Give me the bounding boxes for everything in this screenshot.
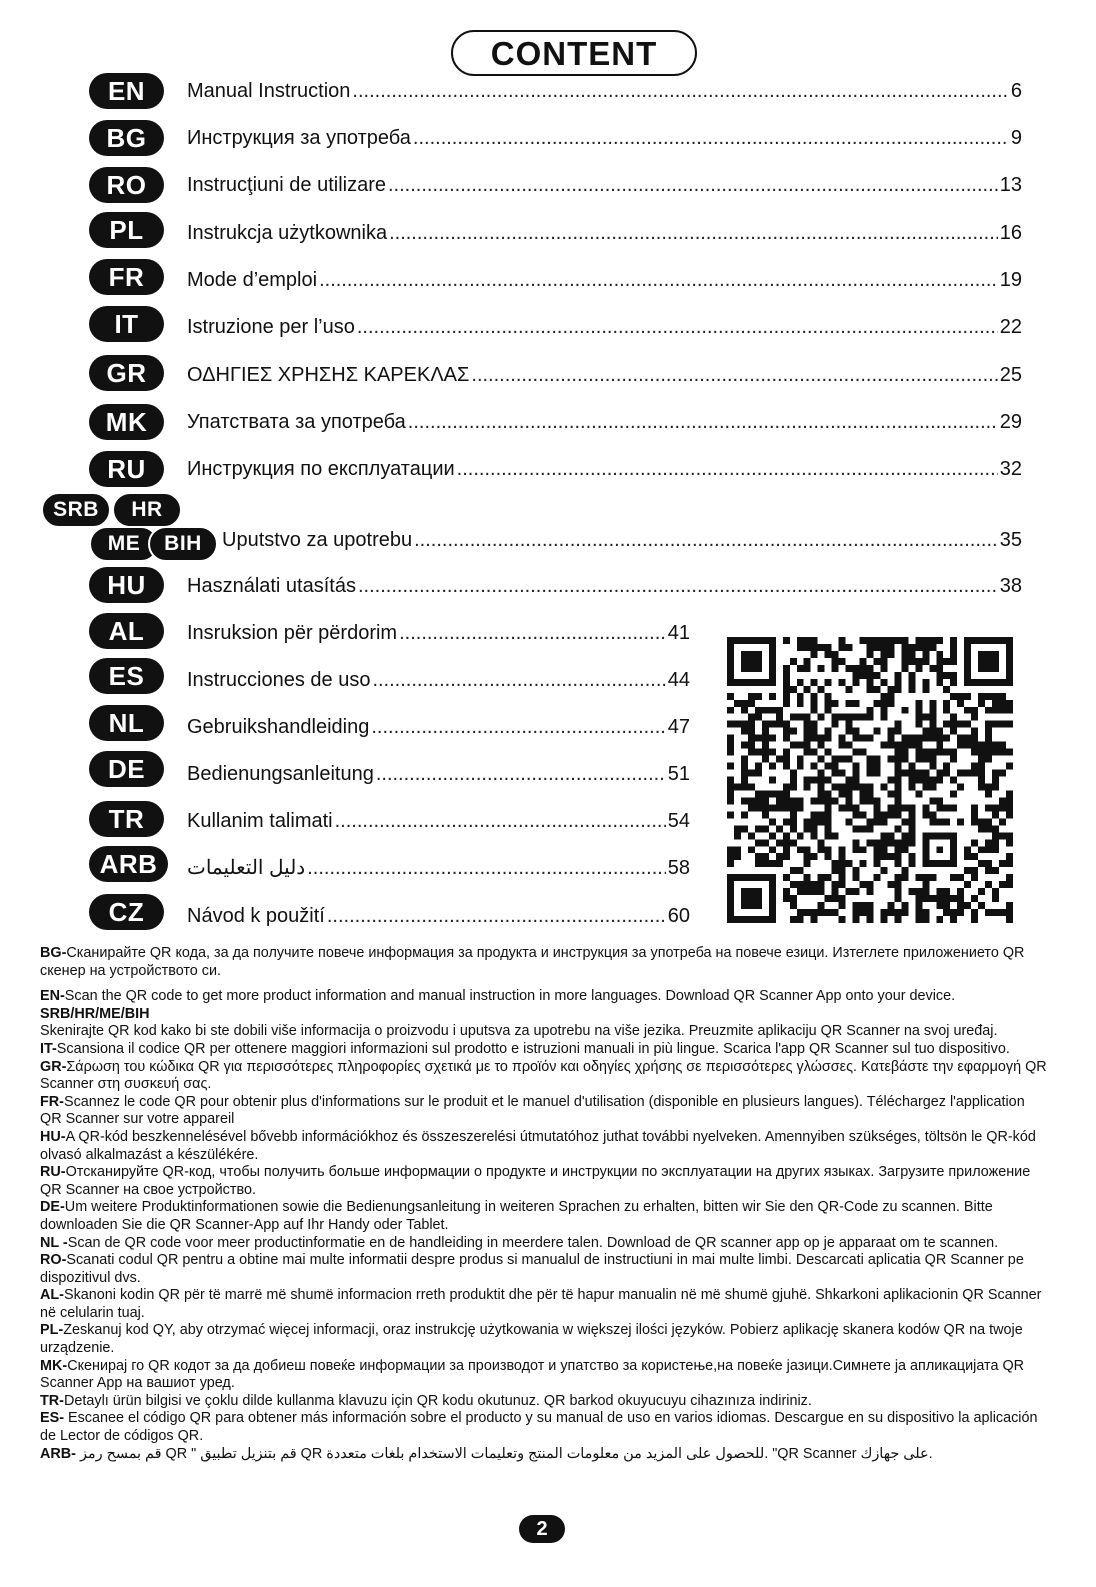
toc-dots <box>471 361 997 389</box>
toc-title: Instrucciones de uso <box>187 669 371 691</box>
toc-entry-ro[interactable] <box>0 167 1096 207</box>
note-gr: GR-Σάρωση του κώδικα QR για περισσότερες πληροφορίες σχετικά με το προϊόν και οδηγίες χρήσης σε περισσότερες γλώσσες. Κατεβάστε την εφαρμογή QR Scanner στη συσκευή σας. <box>40 1058 1047 1093</box>
language-badge: IT <box>89 306 164 342</box>
toc-dots <box>357 313 998 341</box>
toc-entry-de[interactable] <box>0 751 700 791</box>
toc-page: 19 <box>999 269 1022 291</box>
toc-page: 25 <box>999 364 1022 386</box>
toc-dots <box>335 807 666 835</box>
toc-dots <box>413 124 1009 152</box>
language-badge: RU <box>89 451 164 487</box>
toc-title: Инструкция по експлуатации <box>187 458 455 480</box>
toc-entry-fr[interactable] <box>0 259 1096 299</box>
toc-dots <box>414 526 998 554</box>
toc-entry-gr[interactable] <box>0 355 1096 395</box>
note-ro: RO-Scanati codul QR pentru a obtine mai multe informatii despre produs si manualul de instructiuni in mai multe limbi. Descarcati aplicatia QR Scanner pe dispozitivul dvs. <box>40 1252 1024 1286</box>
toc-dots <box>408 408 998 436</box>
note-tr: TR-Detaylı ürün bilgisi ve çoklu dilde kullanma klavuzu için QR kodu okutunuz. QR barkod okuyucuyu cihazınıza indiriniz. <box>40 1392 812 1409</box>
toc-title: Istruzione per l’uso <box>187 316 355 338</box>
toc-title: Bedienungsanleitung <box>187 763 374 785</box>
toc-dots <box>327 902 666 930</box>
toc-entry-srb-hr-me-bih[interactable] <box>0 492 1096 562</box>
language-badge: TR <box>89 801 164 837</box>
toc-entry-pl[interactable] <box>0 212 1096 252</box>
toc-entry-hu[interactable] <box>0 567 1096 607</box>
toc-title: دليل التعليمات <box>187 857 306 879</box>
toc-entry-ru[interactable] <box>0 451 1096 491</box>
toc-title: Инструкция за употреба <box>187 127 411 149</box>
qr-code-icon[interactable] <box>727 637 1013 923</box>
note-hu: HU-A QR-kód beszkennelésével bővebb információkhoz és összeszerelési útmutatóhoz juthat további nyelveken. Amennyiben szükséges, töltsön le QR-kód olvasó alkalmazást a készülékére. <box>40 1128 1036 1163</box>
page-number: 2 <box>519 1515 565 1543</box>
toc-title: Упатствата за употреба <box>187 411 406 433</box>
toc-page: 9 <box>1010 127 1022 149</box>
note-al: AL-Skanoni kodin QR për të marrë më shumë informacion rreth produktit dhe për të hapur manualin në më shumë gjuhë. Shkarkoni aplikacionin QR Scanner në celularin tuaj. <box>40 1287 1042 1321</box>
language-badge: EN <box>89 73 164 109</box>
note-fr: FR-Scannez le code QR pour obtenir plus d'informations sur le produit et le manuel d'utilisation (disponible en plusieurs langues). Téléchargez l'application QR Scanner sur votre appareil <box>40 1093 1025 1128</box>
toc-page: 22 <box>999 316 1022 338</box>
note-it: IT-Scansiona il codice QR per ottenere maggiori informazioni sul prodotto e istruzioni manuali in più lingue. Scarica l'app QR Scanner sul tuo dispositivo. <box>40 1040 1010 1057</box>
toc-entry-en[interactable] <box>0 73 1096 113</box>
toc-title: Instrucţiuni de utilizare <box>187 174 386 196</box>
language-badge: BIH <box>148 526 218 562</box>
toc-title: Mode d’emploi <box>187 269 318 291</box>
toc-title: Manual Instruction <box>187 80 351 102</box>
toc-title: Návod k použití <box>187 905 325 927</box>
language-badge: GR <box>89 355 164 391</box>
language-badge: CZ <box>89 894 164 930</box>
toc-entry-nl[interactable] <box>0 705 700 745</box>
toc-dots <box>399 619 666 647</box>
note-pl: PL-Zeskanuj kod QY, aby otrzymać więcej informacji, oraz instrukcję użytkowania w większej ilości języków. Pobierz aplikację skanera kodów QR na twoje urządzenie. <box>40 1322 1023 1357</box>
toc-entry-mk[interactable] <box>0 404 1096 444</box>
language-badge: ARB <box>89 846 168 882</box>
language-badge: NL <box>89 705 164 741</box>
toc-title: Insruksion për përdorim <box>187 622 398 644</box>
language-badge: PL <box>89 212 164 248</box>
toc-page: 35 <box>999 529 1022 551</box>
note-arb: ARB- قم بمسح رمز QR " قم بتنزيل تطبيق QR للحصول على المزيد من معلومات المنتج وتعليمات الاستخدام بلغات متعددة. "QR Scanner على جهازك. <box>40 1445 933 1462</box>
language-badge: ES <box>89 658 164 694</box>
note-nl: NL -Scan de QR code voor meer productinformatie en de handleiding in meerdere talen. Download de QR scanner app op je apparaat om te scannen. <box>40 1234 999 1251</box>
toc-dots <box>307 854 666 882</box>
toc-dots <box>376 760 666 788</box>
toc-page: 60 <box>667 905 690 927</box>
toc-dots <box>388 171 998 199</box>
toc-page: 16 <box>999 222 1022 244</box>
toc-title: Gebruikshandleiding <box>187 716 370 738</box>
toc-page: 51 <box>667 763 690 785</box>
toc-dots <box>358 572 998 600</box>
note-ru: RU-Отсканируйте QR-код, чтобы получить больше информации о продукте и инструкции по эксплуатации на других языках. Загрузите приложение QR Scanner на свое устройство. <box>40 1164 1031 1198</box>
toc-title: Instrukcja użytkownika <box>187 222 388 244</box>
toc-dots <box>352 77 1008 105</box>
toc-dots <box>372 666 665 694</box>
note-de: DE-Um weitere Produktinformationen sowie die Bedienungsanleitung in weiteren Sprachen zu erhalten, bitten wir Sie den QR-Code zu scannen. Bitte downloaden Sie die QR Scanner-App auf Ihr Handy oder Tablet. <box>40 1199 993 1233</box>
toc-page: 13 <box>999 174 1022 196</box>
toc-page: 47 <box>667 716 690 738</box>
toc-page: 38 <box>999 575 1022 597</box>
language-badge: BG <box>89 120 164 156</box>
toc-entry-it[interactable] <box>0 306 1096 346</box>
qr-instructions <box>40 945 1050 1463</box>
toc-entry-bg[interactable] <box>0 120 1096 160</box>
language-badge: DE <box>89 751 164 787</box>
note-mk: MK-Скенирај го QR кодот за да добиеш повеќе информации за производот и упатство за користење,на повеќе јазици.Симнете ја апликацијата QR Scanner App на вашиот уред. <box>40 1357 1025 1392</box>
language-badge: ME <box>89 526 159 562</box>
toc-page: 6 <box>1010 80 1022 102</box>
toc-dots <box>371 713 665 741</box>
toc-title: Uputstvo za upotrebu <box>222 529 413 551</box>
toc-title: Kullanim talimati <box>187 810 333 832</box>
toc-entry-arb[interactable] <box>0 846 700 886</box>
language-badge: FR <box>89 259 164 295</box>
toc-dots <box>319 266 998 294</box>
toc-entry-al[interactable] <box>0 613 700 653</box>
note-en: EN-Scan the QR code to get more product information and manual instruction in more languages. Download QR Scanner App onto your device. <box>40 988 956 1005</box>
toc-page: 54 <box>667 810 690 832</box>
language-badge: SRB <box>41 492 111 528</box>
note-bg: BG-Сканирайте QR кода, за да получите повече информация за продукта и инструкция за употреба на повече езици. Изтеглете приложението QR скенер на устройството си. <box>40 945 1025 979</box>
language-badge: HU <box>89 567 164 603</box>
note-srb: SRB/HR/ME/BIH Skenirajte QR kod kako bi ste dobili više informacija o proizvodu i uputsva za upotrebu na više jezika. Preuzmite aplikaciju QR Scanner na svoj uređaj. <box>40 1005 998 1040</box>
toc-dots <box>457 455 998 483</box>
toc-page: 29 <box>999 411 1022 433</box>
toc-entry-cz[interactable] <box>0 894 700 934</box>
language-badge: RO <box>89 167 164 203</box>
toc-page: 41 <box>667 622 690 644</box>
language-badge: MK <box>89 404 164 440</box>
toc-entry-tr[interactable] <box>0 801 700 841</box>
toc-entry-es[interactable] <box>0 658 700 698</box>
note-es: ES- Escanee el código QR para obtener más información sobre el producto y su manual de uso en varios idiomas. Descargue en su dispositivo la aplicación de Lector de códigos QR. <box>40 1410 1038 1445</box>
language-badge: AL <box>89 613 164 649</box>
toc-page: 44 <box>667 669 690 691</box>
language-badge: HR <box>112 492 182 528</box>
page-title: CONTENT <box>451 30 697 76</box>
toc-title: ΟΔΗΓΙΕΣ ΧΡΗΣΗΣ ΚΑΡΕΚΛΑΣ <box>187 364 470 386</box>
toc-page: 32 <box>999 458 1022 480</box>
toc-dots <box>389 219 998 247</box>
toc-title: Használati utasítás <box>187 575 356 597</box>
toc-page: 58 <box>667 857 690 879</box>
